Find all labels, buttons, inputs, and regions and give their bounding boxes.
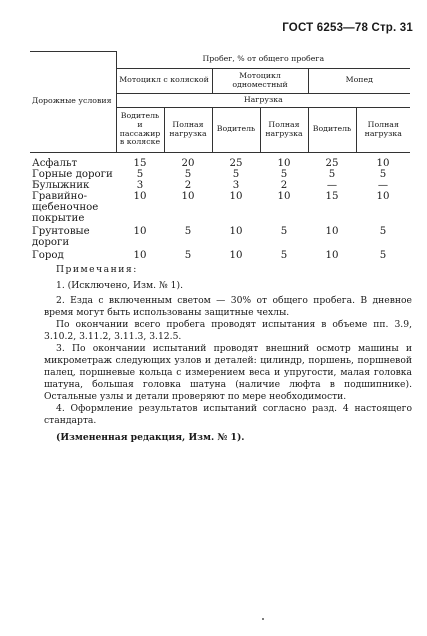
road-name: Горные дороги — [32, 168, 113, 180]
road-name: Грунтовые дороги — [32, 225, 90, 248]
table-cell: 2 — [184, 179, 192, 191]
table-row — [30, 152, 410, 169]
table-cell: — — [377, 179, 389, 191]
table-row — [30, 169, 410, 180]
mileage-table — [30, 51, 410, 261]
road-name: Асфальт — [32, 157, 78, 169]
table-cell: 10 — [133, 249, 147, 261]
table-cell: 5 — [280, 168, 288, 180]
table-cell: 10 — [181, 190, 195, 202]
load-col-header: Полная нагрузка — [356, 107, 410, 152]
vehicle-header-moped: Мопед — [308, 68, 410, 93]
load-col-header: Полная нагрузка — [164, 107, 212, 152]
table-cell: 10 — [376, 190, 390, 202]
table-cell: 3 — [232, 179, 240, 191]
load-col-header: Водитель — [308, 107, 356, 152]
note-4: 4. Оформление результатов испытаний согласно разд. 4 настоящего стандарта. — [44, 403, 412, 426]
table-cell: 5 — [280, 249, 288, 261]
table-cell: 5 — [184, 168, 192, 180]
table-cell: 5 — [280, 225, 288, 237]
amendment-note: (Измененная редакция, Изм. № 1). — [56, 432, 245, 443]
road-name: Гравийно-щебеночное покрытие — [32, 190, 99, 224]
table-row — [30, 191, 410, 224]
table-cell: 5 — [136, 168, 144, 180]
table-cell: 10 — [325, 249, 339, 261]
load-header: Нагрузка — [116, 93, 410, 107]
table-cell: 5 — [379, 168, 387, 180]
table-cell: 10 — [229, 225, 243, 237]
mileage-group-header: Пробег, % от общего пробега — [116, 52, 410, 69]
note-3: 3. По окончании испытаний проводят внешний осмотр машины и микрометраж следующих узлов и деталей: цилиндр, поршень, поршневой палец, поршневые кольца с измерением веса и упругости, малая головка шатуна, большая головка шатуна (наличие люфта в подшипнике). Остальные узлы и детали проверяют по мере необходимости. — [44, 343, 412, 402]
table-cell: 2 — [280, 179, 288, 191]
note-2-continuation: По окончании всего пробега проводят испытания в объеме пп. 3.9, 3.10.2, 3.11.2, 3.11.3, 3.12.5. — [44, 319, 412, 342]
table-cell: 10 — [277, 157, 291, 169]
vehicle-header-solo: Мотоцикл одноместный — [212, 68, 308, 93]
table-cell: 5 — [379, 249, 387, 261]
table-row — [30, 180, 410, 191]
table-cell: 3 — [136, 179, 144, 191]
table-cell: 25 — [325, 157, 339, 169]
table-cell: 5 — [379, 225, 387, 237]
table-cell: 15 — [133, 157, 147, 169]
table-cell: 10 — [376, 157, 390, 169]
page-header: ГОСТ 6253—78 Стр. 31 — [282, 22, 413, 34]
table-cell: 10 — [229, 249, 243, 261]
table-cell: 15 — [325, 190, 339, 202]
table-cell: 10 — [277, 190, 291, 202]
table-cell: 10 — [229, 190, 243, 202]
table-cell: 20 — [181, 157, 195, 169]
notes-title: Примечания: — [56, 264, 138, 275]
note-1: 1. (Исключено, Изм. № 1). — [56, 280, 183, 291]
table-cell: 10 — [325, 225, 339, 237]
table-cell: 5 — [184, 225, 192, 237]
road-name: Город — [32, 249, 64, 261]
table-cell: 10 — [133, 190, 147, 202]
notes-section — [44, 264, 412, 444]
table-row — [30, 224, 410, 248]
table-cell: 5 — [328, 168, 336, 180]
page-speck — [262, 618, 264, 620]
table-cell: — — [326, 179, 338, 191]
table-cell: 10 — [133, 225, 147, 237]
note-2: 2. Езда с включенным светом — 30% от общего пробега. В дневное время могут быть использованы защитные чехлы. — [44, 295, 412, 318]
load-col-header: Водитель — [212, 107, 260, 152]
road-name: Булыжник — [32, 179, 90, 191]
vehicle-header-sidecar: Мотоцикл с коляской — [116, 68, 212, 93]
load-col-header: Полная нагрузка — [260, 107, 308, 152]
table-cell: 25 — [229, 157, 243, 169]
table-cell: 5 — [184, 249, 192, 261]
table-cell: 5 — [232, 168, 240, 180]
road-conditions-header: Дорожные условия — [30, 52, 116, 153]
table-row — [30, 248, 410, 261]
load-col-header: Водитель и пассажир в коляске — [116, 107, 164, 152]
